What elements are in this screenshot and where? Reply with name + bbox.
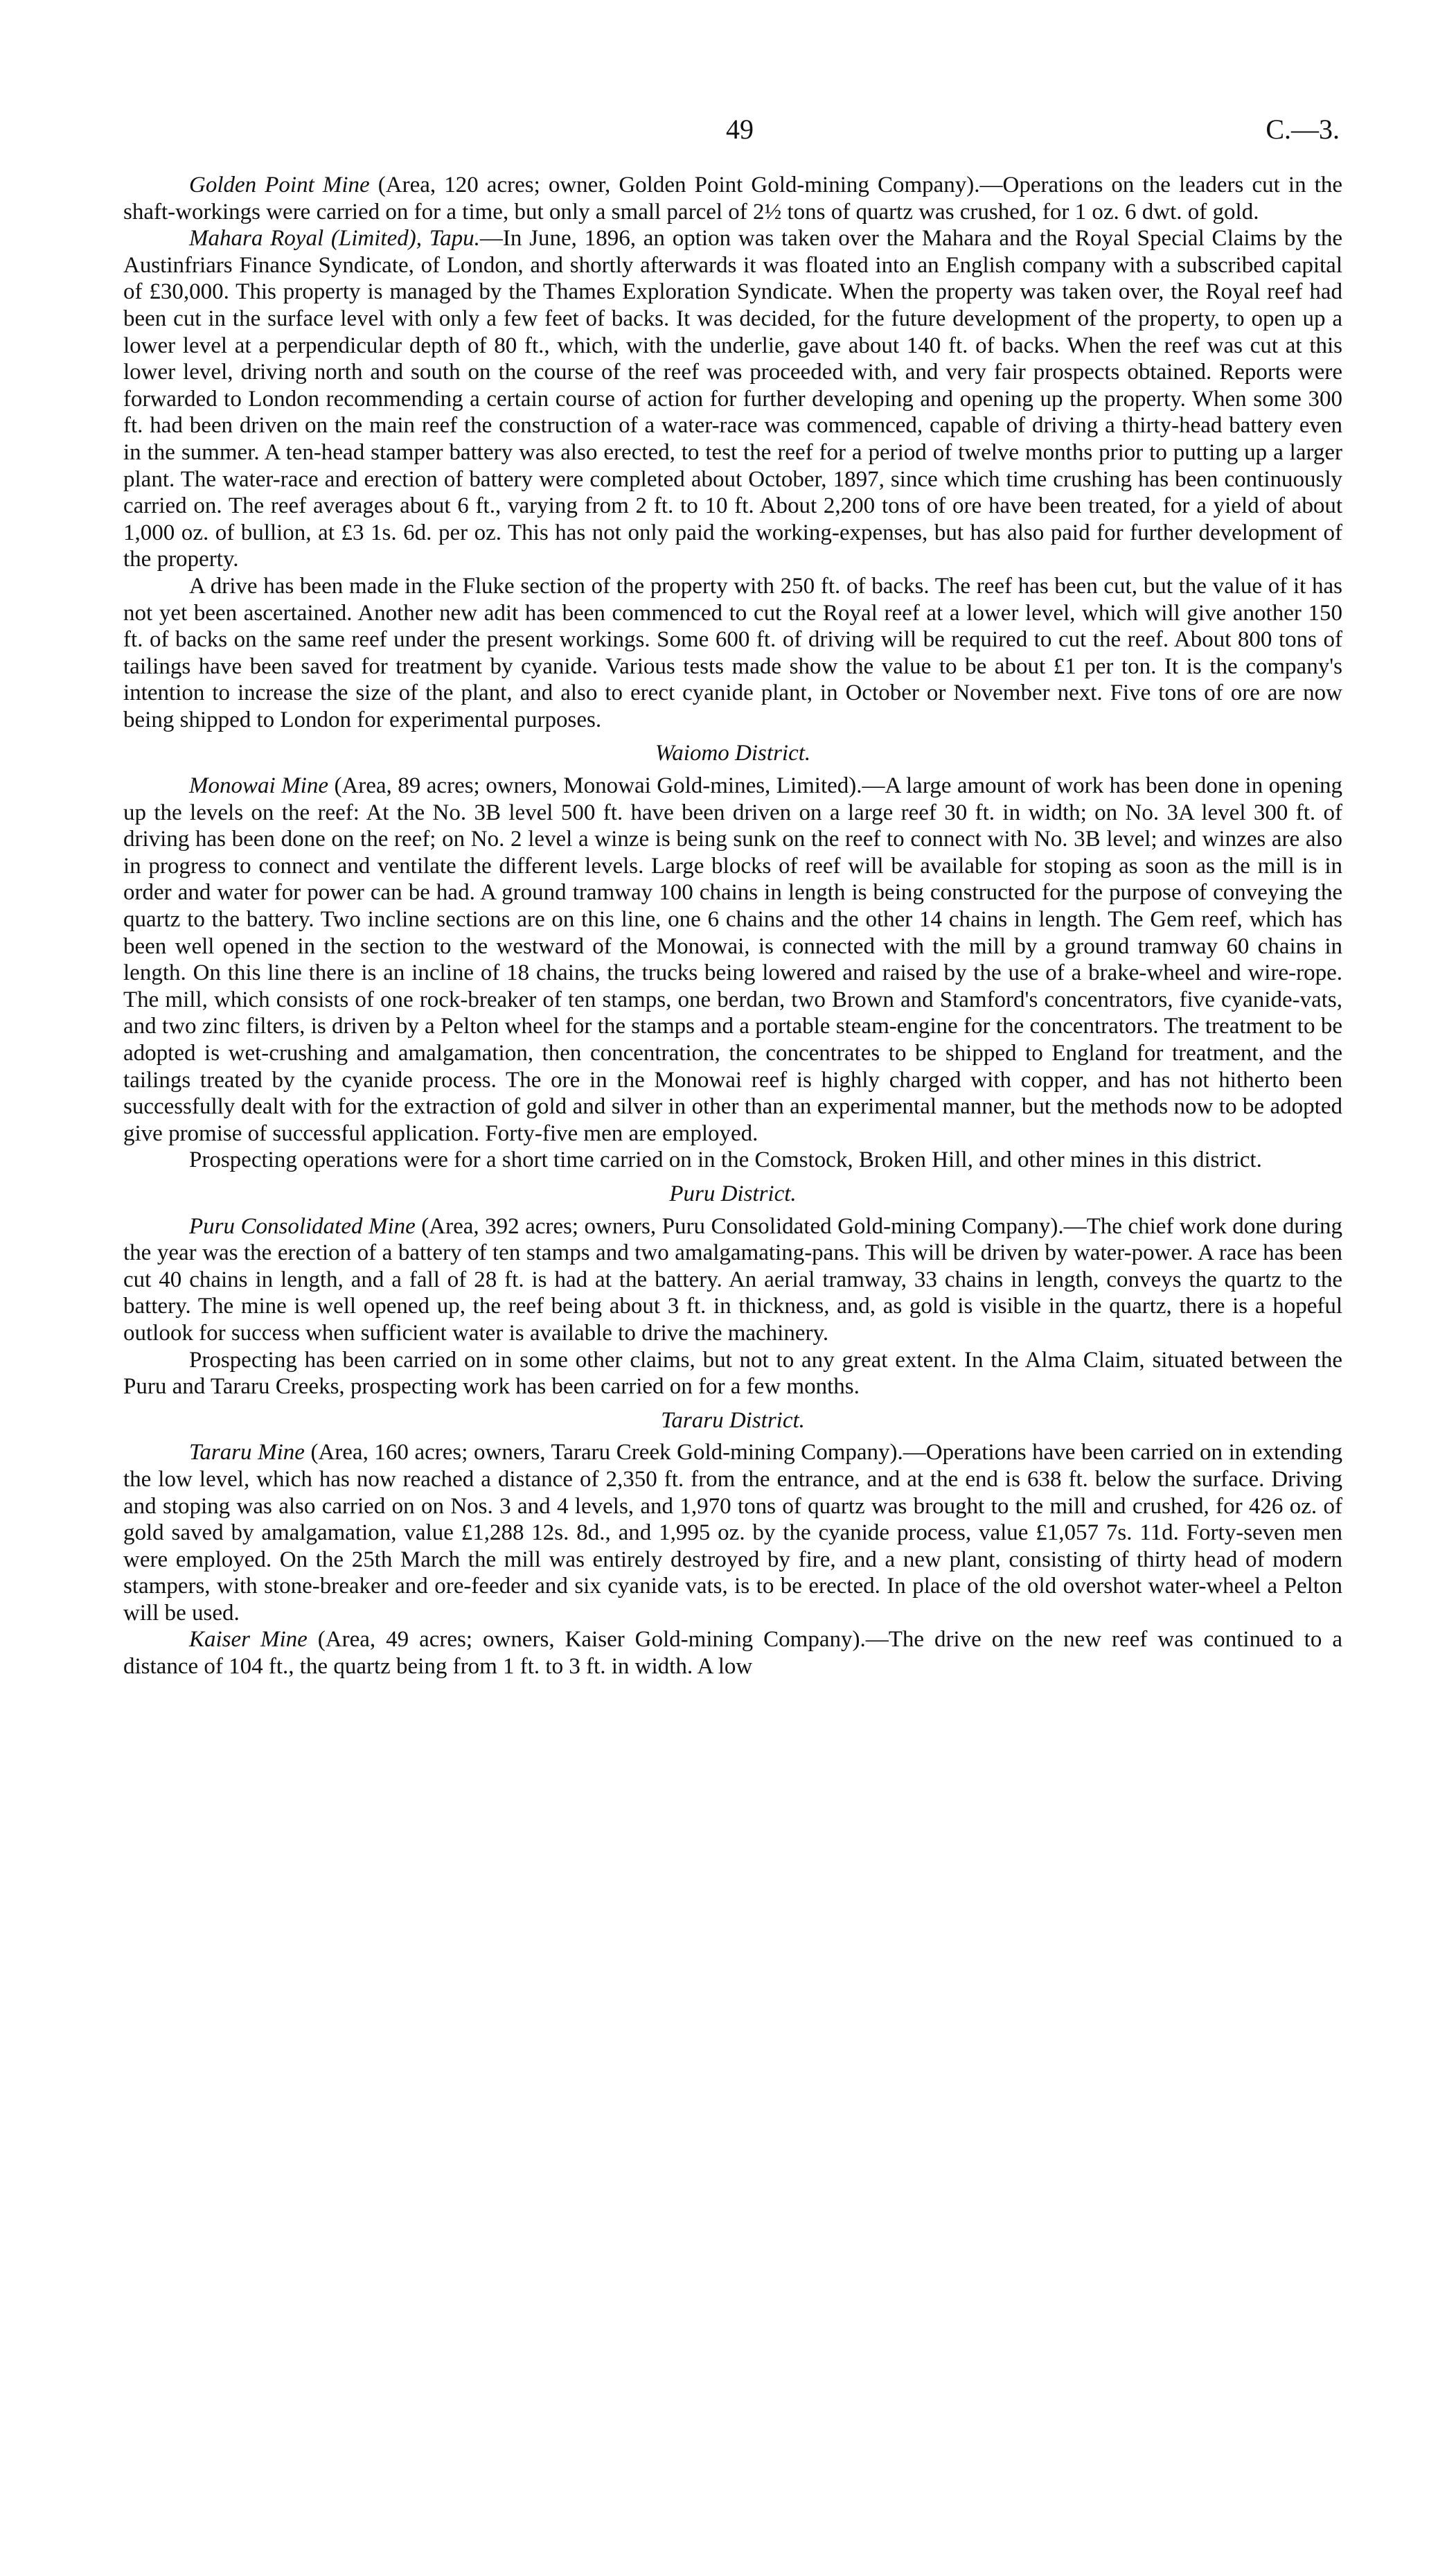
mine-title: Mahara Royal (Limited), Tapu.: [189, 226, 480, 252]
paragraph-kaiser-mine: [123, 1626, 1342, 1680]
page-number: 49: [726, 114, 754, 145]
paragraph-golden-point-mine: [123, 172, 1342, 225]
mine-title: Kaiser Mine: [189, 1627, 308, 1653]
document-page: [123, 116, 1342, 1680]
paragraph-fluke-section: [123, 573, 1342, 734]
paragraph-mahara-royal: [123, 225, 1342, 573]
paragraph-text: —In June, 1896, an option was taken over the Mahara and the Royal Special Claims by the Austinfriars Finance Syndicate, of London, and shortly afterwards it was floated into an English company with a subscribed capital of £30,000. This property is managed by the Thames Exploration Syndicate. When the property was taken over, the Royal reef had been cut in the surface level with only a few feet of backs. It was decided, for the future development of the property, to open up a lower level at a perpendicular depth of 80 ft., which, with the underlie, gave about 140 ft. of backs. When the reef was cut at this lower level, driving north and south on the course of the reef was proceeded with, and very fair prospects obtained. Reports were forwarded to London recommending a certain course of action for further developing and opening up the property. When some 300 ft. had been driven on the main reef the construction of a water-race was commenced, capable of driving a thirty-head battery even in the summer. A ten-head stamper battery was also erected, to test the reef for a period of twelve months prior to putting up a larger plant. The water-race and erection of battery were completed about October, 1897, since which time crushing has been continuously carried on. The reef averages about 6 ft., varying from 2 ft. to 10 ft. About 2,200 tons of ore have been treated, for a yield of about 1,000 oz. of bullion, at £3 1s. 6d. per oz. This has not only paid the working-expenses, but has also paid for further development of the property.: [123, 226, 1342, 572]
paragraph-monowai-mine: [123, 773, 1342, 1147]
paragraph-puru-consolidated: [123, 1213, 1342, 1347]
paragraph-puru-prospecting: [123, 1347, 1342, 1400]
paragraph-text: (Area, 392 acres; owners, Puru Consolidated Gold-mining Company).—The chief work done during the year was the erection of a battery of ten stamps and two amalgamating-pans. This will be driven by water-power. A race has been cut 40 chains in length, and a fall of 28 ft. is had at the battery. An aerial tramway, 33 chains in length, conveys the quartz to the battery. The mine is well opened up, the reef being about 3 ft. in thickness, and, as gold is visible in the quartz, there is a hopeful outlook for success when sufficient water is available to drive the machinery.: [123, 1213, 1342, 1346]
paragraph-text: (Area, 120 acres; owner, Golden Point Gold-mining Company).—Operations on the leaders cut in the shaft-workings were carried on for a time, but only a small parcel of 2½ tons of quartz was crushed, for 1 oz. 6 dwt. of gold.: [123, 173, 1342, 225]
paragraph-waiomo-prospecting: [123, 1147, 1342, 1174]
mine-title: Monowai Mine: [189, 773, 328, 799]
paragraph-text: Prospecting has been carried on in some other claims, but not to any great extent. In the Alma Claim, situated between the Puru and Tararu Creeks, prospecting work has been carried on for a few months.: [123, 1347, 1342, 1400]
section-heading-puru: Puru District.: [669, 1181, 797, 1206]
section-heading-tararu: Tararu District.: [661, 1407, 805, 1433]
mine-title: Golden Point Mine: [189, 173, 370, 197]
paragraph-text: Prospecting operations were for a short time carried on in the Comstock, Broken Hill, and other mines in this district.: [189, 1147, 1262, 1173]
paragraph-text: (Area, 160 acres; owners, Tararu Creek Gold-mining Company).—Operations have been carried on in extending the low level, which has now reached a distance of 2,350 ft. from the entrance, and at the end is 638 ft. below the surface. Driving and stoping was also carried on on Nos. 3 and 4 levels, and 1,970 tons of quartz was brought to the mill and crushed, for 426 oz. of gold saved by amalgamation, value £1,288 12s. 8d., and 1,995 oz. by the cyanide process, value £1,057 7s. 11d. Forty-seven men were employed. On the 25th March the mill was entirely destroyed by fire, and a new plant, consisting of thirty head of modern stampers, with stone-breaker and ore-feeder and six cyanide vats, is to be erected. In place of the old overshot water-wheel a Pelton will be used.: [123, 1440, 1342, 1626]
paragraph-text: A drive has been made in the Fluke section of the property with 250 ft. of backs. The reef has been cut, but the value of it has not yet been ascertained. Another new adit has been commenced to cut the Royal reef at a lower level, which will give another 150 ft. of backs on the same reef under the present workings. Some 600 ft. of driving will be required to cut the reef. About 800 tons of tailings have been saved for treatment by cyanide. Various tests made show the value to be about £1 per ton. It is the company's intention to increase the size of the plant, and also to erect cyanide plant, in October or November next. Five tons of ore are now being shipped to London for experimental purposes.: [123, 573, 1342, 732]
document-reference: C.—3.: [1266, 114, 1340, 145]
paragraph-tararu-mine: [123, 1439, 1342, 1626]
paragraph-text: (Area, 89 acres; owners, Monowai Gold-mines, Limited).—A large amount of work has been done in opening up the levels on the reef: At the No. 3B level 500 ft. have been driven on a large reef 30 ft. in width; on No. 3A level 300 ft. of driving has been done on the reef; on No. 2 level a winze is being sunk on the reef to connect with No. 3B level; and winzes are also in progress to connect and ventilate the different levels. Large blocks of reef will be available for stoping as soon as the mill is in order and water for power can be had. A ground tramway 100 chains in length is being constructed for the purpose of conveying the quartz to the battery. Two incline sections are on this line, one 6 chains and the other 14 chains in length. The Gem reef, which has been well opened in the section to the westward of the Monowai, is connected with the mill by a ground tramway 60 chains in length. On this line there is an incline of 18 chains, the trucks being lowered and raised by the use of a brake-wheel and wire-rope. The mill, which consists of one rock-breaker of ten stamps, one berdan, two Brown and Stamford's concentrators, five cyanide-vats, and two zinc filters, is driven by a Pelton wheel for the stamps and a portable steam-engine for the concentrators. The treatment to be adopted is wet-crushing and amalgamation, then concentration, the concentrates to be shipped to England for treatment, and the tailings treated by the cyanide process. The ore in the Monowai reef is highly charged with copper, and has not hitherto been successfully dealt with for the extraction of gold and silver in other than an experimental manner, but the methods now to be adopted give promise of successful application. Forty-five men are employed.: [123, 773, 1342, 1146]
page-header: [123, 116, 1342, 172]
mine-title: Tararu Mine: [189, 1440, 305, 1466]
mine-title: Puru Consolidated Mine: [189, 1213, 416, 1239]
paragraph-text: (Area, 49 acres; owners, Kaiser Gold-mining Company).—The drive on the new reef was continued to a distance of 104 ft., the quartz being from 1 ft. to 3 ft. in width. A low: [123, 1627, 1343, 1680]
section-heading-waiomo: Waiomo District.: [655, 741, 811, 766]
